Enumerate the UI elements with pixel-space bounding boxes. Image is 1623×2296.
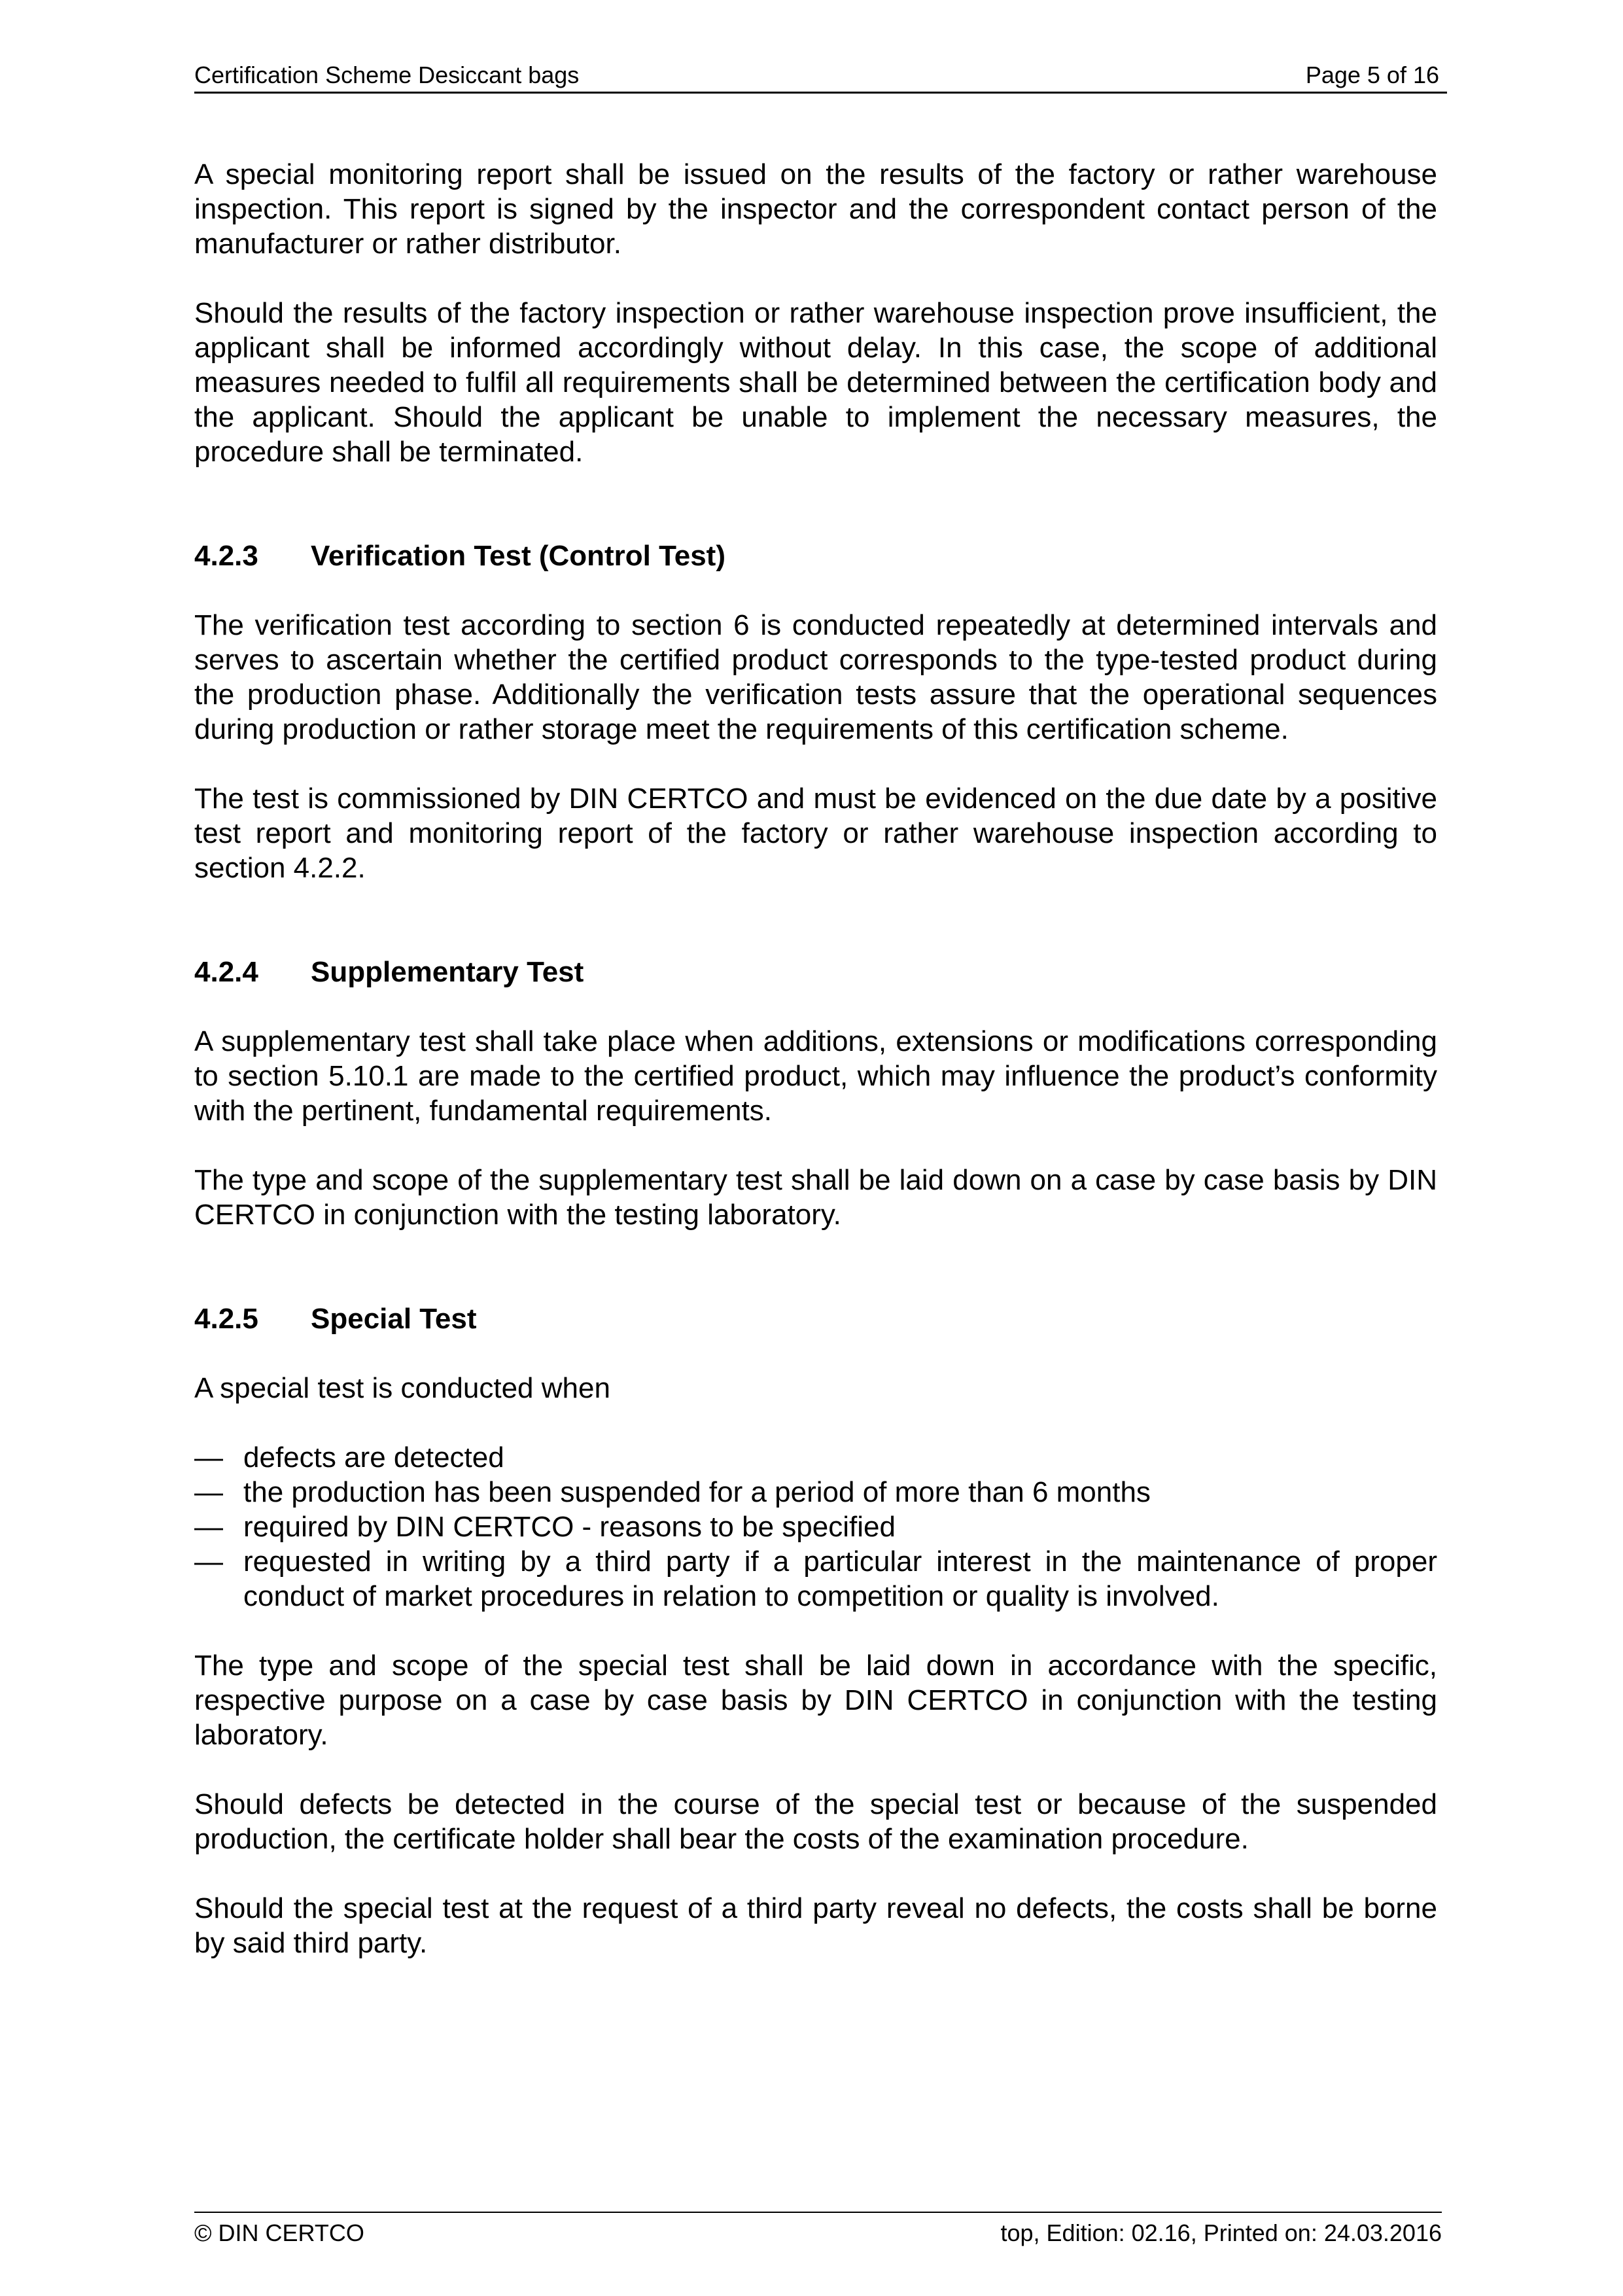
dash-bullet: — [194, 1511, 223, 1543]
section-4-2-3-paragraph-1: The verification test according to section 6 is conducted repeatedly at determined intervals and serves to ascertain whether the certified product corresponds to the type-tested product during the production phase. Additionally the verification tests assure that the operational sequences during production or rather storage meet the requirements of this certification scheme. [194, 609, 1437, 745]
section-4-2-3-paragraph-2: The test is commissioned by DIN CERTCO and must be evidenced on the due date by a positive test report and monitoring report of the factory or rather warehouse inspection according to section 4.2.2. [194, 783, 1437, 884]
page-content [194, 157, 1437, 1995]
dash-bullet: — [194, 1545, 223, 1578]
list-item [194, 1475, 1437, 1510]
edition-info: top, Edition: 02.16, Printed on: 24.03.2016 [1000, 2219, 1442, 2246]
section-4-2-4-heading [194, 955, 1437, 989]
section-4-2-3-heading [194, 539, 1437, 573]
section-4-2-4-paragraph-1: A supplementary test shall take place when additions, extensions or modifications corresponding to section 5.10.1 are made to the certified product, which may influence the product’s conformity with the pertinent, fundamental requirements. [194, 1025, 1437, 1127]
document-title: Certification Scheme Desiccant bags [194, 62, 580, 88]
copyright: © DIN CERTCO [194, 2219, 364, 2246]
section-title: Supplementary Test [311, 956, 584, 988]
dash-bullet: — [194, 1441, 223, 1474]
section-4-2-4-paragraph-2: The type and scope of the supplementary test shall be laid down on a case by case basis by DIN CERTCO in conjunction with the testing laboratory. [194, 1164, 1437, 1231]
intro-paragraph-2: Should the results of the factory inspection or rather warehouse inspection prove insufficient, the applicant shall be informed accordingly without delay. In this case, the scope of additional measures needed to fulfil all requirements shall be determined between the certification body and the applicant. Should the applicant be unable to implement the necessary measures, the procedure shall be terminated. [194, 297, 1437, 468]
list-item-text: defects are detected [243, 1441, 504, 1474]
section-number: 4.2.3 [194, 540, 258, 572]
section-4-2-5-intro: A special test is conducted when [194, 1372, 610, 1404]
list-item-text: requested in writing by a third party if a particular interest in the maintenance of proper conduct of market procedures in relation to competition or quality is involved. [243, 1545, 1437, 1612]
page-number: Page 5 of 16 [1305, 62, 1439, 88]
section-number: 4.2.5 [194, 1303, 258, 1335]
list-item [194, 1544, 1437, 1614]
dash-bullet: — [194, 1476, 223, 1508]
list-item [194, 1440, 1437, 1475]
list-item [194, 1510, 1437, 1544]
special-test-conditions-list [194, 1440, 1437, 1614]
intro-paragraph-1: A special monitoring report shall be issued on the results of the factory or rather warehouse inspection. This report is signed by the inspector and the correspondent contact person of the manufacturer or rather distributor. [194, 158, 1437, 260]
list-item-text: the production has been suspended for a period of more than 6 months [243, 1476, 1151, 1508]
list-item-text: required by DIN CERTCO - reasons to be specified [243, 1511, 896, 1543]
section-title: Special Test [311, 1303, 477, 1335]
section-number: 4.2.4 [194, 956, 258, 988]
section-4-2-5-heading [194, 1301, 1437, 1336]
page-header [194, 59, 1447, 94]
section-4-2-5-paragraph-3: Should the special test at the request of a third party reveal no defects, the costs shall be borne by said third party. [194, 1892, 1437, 1959]
section-title: Verification Test (Control Test) [311, 540, 725, 572]
section-4-2-5-paragraph-1: The type and scope of the special test shall be laid down in accordance with the specific, respective purpose on a case by case basis by DIN CERTCO in conjunction with the testing laboratory. [194, 1650, 1437, 1751]
section-4-2-5-paragraph-2: Should defects be detected in the course of the special test or because of the suspended production, the certificate holder shall bear the costs of the examination procedure. [194, 1788, 1437, 1855]
page-footer [194, 2212, 1442, 2246]
